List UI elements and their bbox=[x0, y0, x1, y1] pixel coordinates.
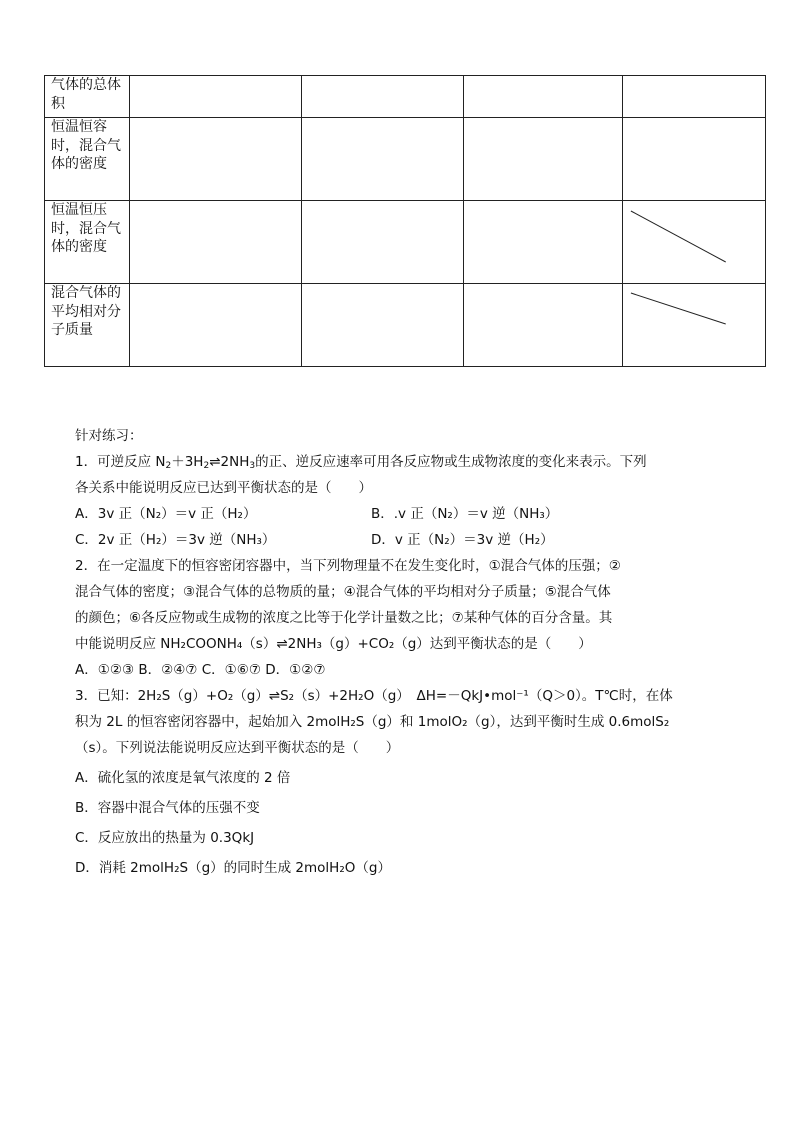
q1-option-c: C．2v 正（H₂）＝3v 逆（NH₃） bbox=[75, 532, 276, 548]
table-cell bbox=[463, 284, 622, 367]
q3-option-a: A．硫化氢的浓度是氧气浓度的 2 倍 bbox=[75, 770, 291, 786]
table-cell bbox=[302, 76, 463, 118]
diagonal-slash bbox=[623, 201, 765, 283]
q1-line1: 1．可逆反应 $N_2+3H_2\rightleftharpoons 2NH_3$的正、逆反应速率可用各反应物或生成物浓度的变化来表示。下列 bbox=[75, 454, 647, 471]
q3-line3: （s）。下列说法能说明反应达到平衡状态的是（ ） bbox=[75, 740, 400, 756]
practice-heading: 针对练习： bbox=[75, 428, 143, 444]
q3-line1: 3．已知：2H₂S（g）+O₂（g）⇌S₂（s）+2H₂O（g） ΔH=－QkJ•mol⁻¹（Q＞0）。T℃时，在体 bbox=[75, 688, 673, 704]
table-cell bbox=[130, 201, 302, 284]
properties-table bbox=[44, 75, 766, 367]
table-cell bbox=[622, 118, 765, 201]
q1-line2: 各关系中能说明反应已达到平衡状态的是（ ） bbox=[75, 480, 372, 496]
table-cell bbox=[130, 76, 302, 118]
table-cell bbox=[130, 284, 302, 367]
table-cell bbox=[302, 284, 463, 367]
q3-option-d: D．消耗 2molH₂S（g）的同时生成 2molH₂O（g） bbox=[75, 860, 391, 876]
table-cell bbox=[463, 76, 622, 118]
row-label: 恒温恒容时，混合气体的密度 bbox=[45, 118, 130, 201]
row-label: 混合气体的平均相对分子质量 bbox=[45, 284, 130, 367]
table-cell bbox=[302, 201, 463, 284]
q3-option-c: C．反应放出的热量为 0.3QkJ bbox=[75, 830, 255, 846]
q1-option-a: A．3v 正（N₂）＝v 正（H₂） bbox=[75, 506, 257, 522]
table-cell bbox=[302, 118, 463, 201]
q1-option-b: B．.v 正（N₂）＝v 逆（NH₃） bbox=[371, 506, 559, 522]
table-row bbox=[45, 284, 766, 367]
practice-section bbox=[75, 423, 735, 881]
table-cell-crossed bbox=[622, 284, 765, 367]
q2-line1: 2．在一定温度下的恒容密闭容器中，当下列物理量不在发生变化时，①混合气体的压强；② bbox=[75, 558, 621, 574]
q2-line4: 中能说明反应 NH₂COONH₄（s）⇌2NH₃（g）+CO₂（g）达到平衡状态的是（ ） bbox=[75, 636, 592, 652]
row-label: 恒温恒压时，混合气体的密度 bbox=[45, 201, 130, 284]
table-row bbox=[45, 201, 766, 284]
q2-line3: 的颜色；⑥各反应物或生成物的浓度之比等于化学计量数之比；⑦某种气体的百分含量。其 bbox=[75, 610, 613, 626]
q1-option-d: D．v 正（N₂）＝3v 逆（H₂） bbox=[371, 532, 554, 548]
q2-line2: 混合气体的密度；③混合气体的总物质的量；④混合气体的平均相对分子质量；⑤混合气体 bbox=[75, 584, 611, 600]
table-row bbox=[45, 118, 766, 201]
q1-options-row2 bbox=[75, 527, 735, 553]
q1-options-row1 bbox=[75, 501, 735, 527]
table-cell-crossed bbox=[622, 201, 765, 284]
q3-option-b: B．容器中混合气体的压强不变 bbox=[75, 800, 260, 816]
row-label: 气体的总体积 bbox=[45, 76, 130, 118]
table-cell bbox=[622, 76, 765, 118]
diagonal-slash bbox=[623, 284, 765, 366]
q2-options: A．①②③ B．②④⑦ C．①⑥⑦ D．①②⑦ bbox=[75, 662, 326, 678]
table-cell bbox=[463, 118, 622, 201]
table-cell bbox=[130, 118, 302, 201]
table-cell bbox=[463, 201, 622, 284]
q3-line2: 积为 2L 的恒容密闭容器中，起始加入 2molH₂S（g）和 1molO₂（g），达到平衡时生成 0.6molS₂ bbox=[75, 714, 670, 730]
table-row bbox=[45, 76, 766, 118]
